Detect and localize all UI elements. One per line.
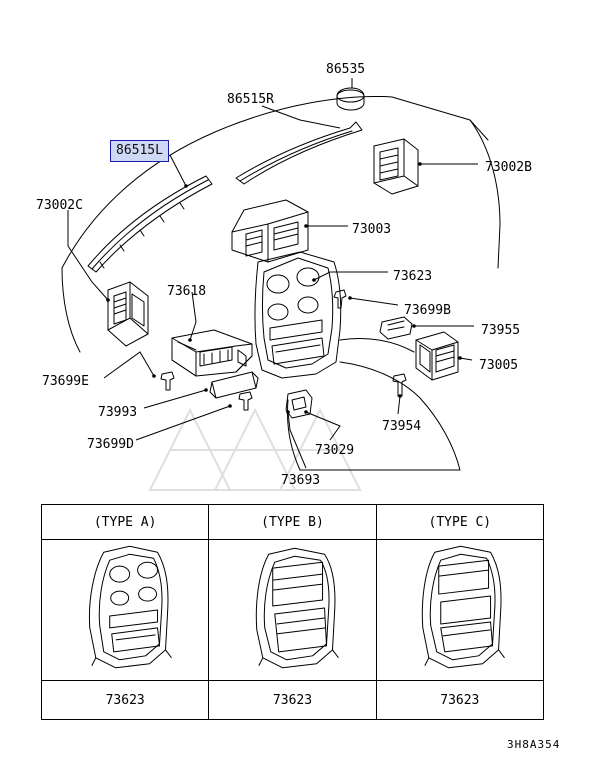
callout-86515L-selected[interactable]: 86515L [110,140,169,162]
callout-73699D: 73699D [87,437,134,452]
callout-73618: 73618 [167,284,207,299]
callout-73699E: 73699E [42,374,89,389]
type-b-illustration [209,540,376,681]
callout-73029: 73029 [315,443,355,458]
callout-73699B: 73699B [404,303,451,318]
type-a-panel-art [42,540,208,680]
type-variants-table [41,504,544,720]
type-header-c: (TYPE C) [376,505,543,540]
type-c-illustration [376,540,543,681]
type-c-panel-art [377,540,543,680]
type-header-a: (TYPE A) [42,505,209,540]
type-c-part-number: 73623 [376,681,543,720]
drawing-code: 3H8A354 [507,738,561,751]
type-a-illustration [42,540,209,681]
callout-73955: 73955 [481,323,521,338]
callout-86535: 86535 [326,62,366,77]
callout-73993: 73993 [98,405,138,420]
callout-73623: 73623 [393,269,433,284]
callout-73693: 73693 [281,473,321,488]
callout-73002C: 73002C [36,198,83,213]
callout-73954: 73954 [382,419,422,434]
type-header-b: (TYPE B) [209,505,376,540]
type-a-part-number: 73623 [42,681,209,720]
type-b-panel-art [209,540,375,680]
callout-73005: 73005 [479,358,519,373]
callout-73003: 73003 [352,222,392,237]
callout-86515R: 86515R [227,92,274,107]
type-b-part-number: 73623 [209,681,376,720]
callout-73002B: 73002B [485,160,532,175]
